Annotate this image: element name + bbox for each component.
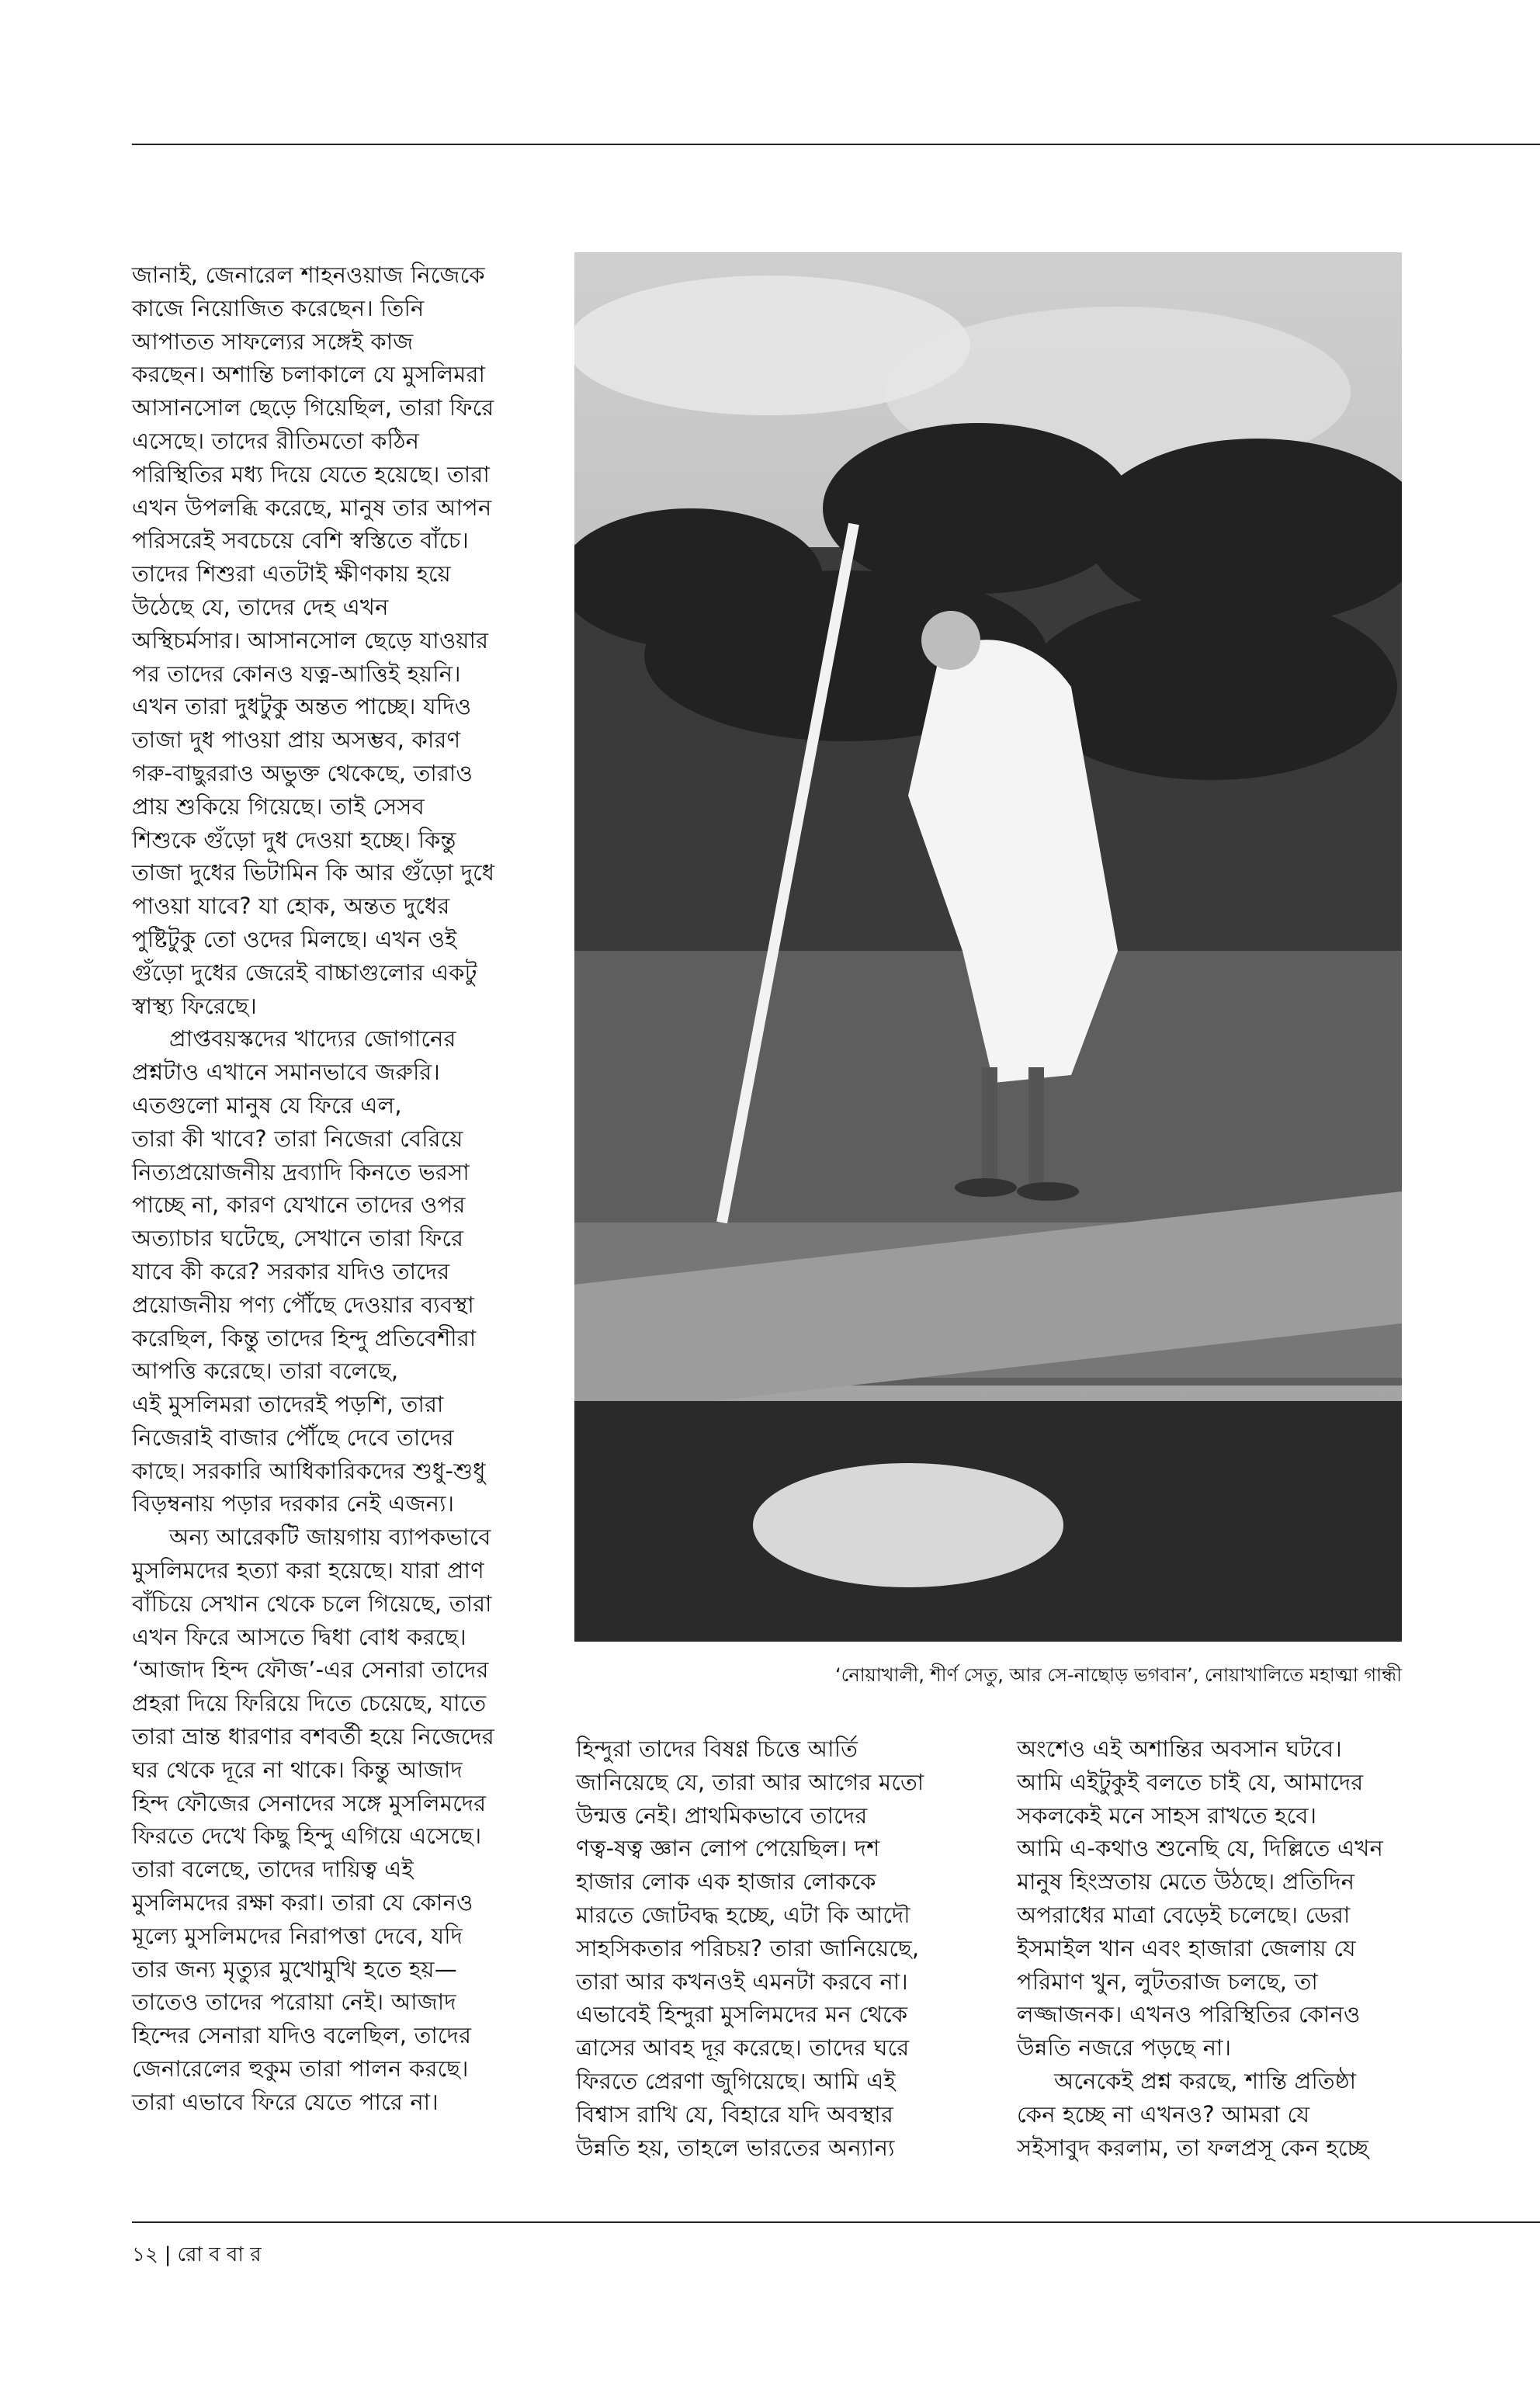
text-line: ফিরতে দেখে কিছু হিন্দু এগিয়ে এসেছে। [132, 1822, 482, 1850]
text-line: তাদের শিশুরা এতটাই ক্ষীণকায় হয়ে [132, 560, 451, 588]
text-line: ফিরতে প্রেরণা জুগিয়েছে। আমি এই [576, 2067, 896, 2094]
text-line: আপাতত সাফল্যের সঙ্গেই কাজ [132, 328, 414, 355]
footer-separator: | [164, 2243, 172, 2266]
text-line: প্রায় শুকিয়ে গিয়েছে। তাই সেসব [132, 792, 425, 820]
text-line: বিড়ম্বনায় পড়ার দরকার নেই এজন্য। [132, 1490, 455, 1517]
text-line: হিন্দুরা তাদের বিষণ্ণ চিত্তে আর্তি [576, 1736, 858, 1762]
text-line: তাজা দুধের ভিটামিন কি আর গুঁড়ো দুধে [132, 859, 495, 886]
text-line: পরিমাণ খুন, লুটতরাজ চলছে, তা [1017, 1968, 1318, 1995]
text-line: নিত্যপ্রয়োজনীয় দ্রব্যাদি কিনতে ভরসা [132, 1158, 470, 1185]
text-line: ইসমাইল খান এবং হাজারা জেলায় যে [1017, 1934, 1356, 1961]
text-line: এসেছে। তাদের রীতিমতো কঠিন [132, 427, 420, 454]
text-line: মুসলিমদের রক্ষা করা। তারা যে কোনও [132, 1889, 473, 1916]
text-line: তাজা দুধ পাওয়া প্রায় অসম্ভব, কারণ [132, 727, 461, 754]
text-line: করেছিল, কিন্তু তাদের হিন্দু প্রতিবেশীরা [132, 1324, 477, 1351]
text-line: এখন তারা দুধটুকু অন্তত পাচ্ছে। যদিও [132, 693, 472, 720]
text-line: কাজে নিয়োজিত করেছেন। তিনি [132, 294, 425, 321]
text-line: তারা ভ্রান্ত ধারণার বশবর্তী হয়ে নিজেদের [132, 1723, 494, 1750]
text-line: বাঁচিয়ে সেখান থেকে চলে গিয়েছে, তারা [132, 1590, 492, 1617]
text-line: প্রয়োজনীয় পণ্য পৌঁছে দেওয়ার ব্যবস্থা [132, 1291, 474, 1318]
text-line: আপত্তি করেছে। তারা বলেছে, [132, 1358, 399, 1385]
text-line: অন্য আরেকটি জায়গায় ব্যাপকভাবে [169, 1524, 491, 1551]
text-line: এখন ফিরে আসতে দ্বিধা বোধ করছে। [132, 1623, 467, 1650]
text-line: উন্মত্ত নেই। প্রাথমিকভাবে তাদের [576, 1802, 868, 1829]
text-line: ত্রাসের আবহ দূর করেছে। তাদের ঘরে [576, 2034, 910, 2062]
text-line: তারা আর কখনওই এমনটা করবে না। [576, 1968, 908, 1995]
text-line: হিন্দের সেনারা যদিও বলেছিল, তাদের [132, 2022, 472, 2049]
text-line: পরিসরেই সবচেয়ে বেশি স্বস্তিতে বাঁচে। [132, 527, 469, 554]
article-column-middle [576, 1732, 995, 2164]
text-line: লজ্জাজনক। এখনও পরিস্থিতির কোনও [1017, 2001, 1361, 2028]
text-line: পুষ্টিটুকু তো ওদের মিলছে। এখন ওই [132, 925, 457, 952]
text-line: অপরাধের মাত্রা বেড়েই চলেছে। ডেরা [1017, 1901, 1351, 1928]
text-line: জানিয়েছে যে, তারা আর আগের মতো [576, 1768, 924, 1795]
text-line: মানুষ হিংস্রতায় মেতে উঠছে। প্রতিদিন [1017, 1868, 1355, 1895]
text-line: করছেন। অশান্তি চলাকালে যে মুসলিমরা [132, 361, 486, 388]
text-line: গরু-বাছুররাও অভুক্ত থেকেছে, তারাও [132, 759, 473, 786]
text-line: অত্যাচার ঘটেছে, সেখানে তারা ফিরে [132, 1225, 464, 1252]
text-line: উন্নতি নজরে পড়ছে না। [1017, 2034, 1232, 2062]
text-line: এভাবেই হিন্দুরা মুসলিমদের মন থেকে [576, 2001, 908, 2028]
text-line: তারা কী খাবে? তারা নিজেরা বেরিয়ে [132, 1125, 463, 1152]
text-line: আমি এ-কথাও শুনেছি যে, দিল্লিতে এখন [1017, 1835, 1384, 1862]
text-line: ঘর থেকে দূরে না থাকে। কিন্তু আজাদ [132, 1756, 463, 1783]
text-line: আসানসোল ছেড়ে গিয়েছিল, তারা ফিরে [132, 394, 494, 421]
text-line: তারা এভাবে ফিরে যেতে পারে না। [132, 2088, 439, 2115]
gandhi-photo [574, 252, 1402, 1642]
text-line: প্রহরা দিয়ে ফিরিয়ে দিতে চেয়েছে, যাতে [132, 1690, 487, 1717]
text-line: সইসাবুদ করলাম, তা ফলপ্রসূ কেন হচ্ছে [1017, 2134, 1369, 2161]
text-line: প্রাপ্তবয়স্কদের খাদ্যের জোগানের [169, 1025, 456, 1053]
text-line: মূল্যে মুসলিমদের নিরাপত্তা দেবে, যদি [132, 1922, 463, 1949]
text-line: গুঁড়ো দুধের জেরেই বাচ্চাগুলোর একটু [132, 959, 477, 986]
photo-illustration [574, 252, 1402, 1642]
text-line: মারতে জোটবদ্ধ হচ্ছে, এটা কি আদৌ [576, 1901, 910, 1928]
text-line: অংশেও এই অশান্তির অবসান ঘটবে। [1017, 1736, 1342, 1762]
text-line: শিশুকে গুঁড়ো দুধ দেওয়া হচ্ছে। কিন্তু [132, 826, 456, 853]
text-line: পাওয়া যাবে? যা হোক, অন্তত দুধের [132, 893, 450, 920]
text-line: নিজেরাই বাজার পৌঁছে দেবে তাদের [132, 1424, 454, 1451]
text-line: উন্নতি হয়, তাহলে ভারতের অন্যান্য [576, 2134, 895, 2161]
text-line: পর তাদের কোনও যত্ন-আত্তিই হয়নি। [132, 660, 461, 687]
text-line: অস্থিচর্মসার। আসানসোল ছেড়ে যাওয়ার [132, 626, 489, 654]
publication-name: রো ব বা র [177, 2243, 262, 2266]
text-line: এতগুলো মানুষ যে ফিরে এল, [132, 1091, 402, 1118]
text-line: সকলকেই মনে সাহস রাখতে হবে। [1017, 1802, 1317, 1829]
text-line: তারা বলেছে, তাদের দায়িত্ব এই [132, 1856, 414, 1883]
text-line: জানাই, জেনারেল শাহনওয়াজ নিজেকে [132, 262, 485, 288]
text-line: তাতেও তাদের পরোয়া নেই। আজাদ [132, 1989, 456, 2016]
text-line: ‘আজাদ হিন্দ ফৌজ’-এর সেনারা তাদের [132, 1656, 489, 1684]
text-line: তার জন্য মৃত্যুর মুখোমুখি হতে হয়— [132, 1955, 457, 1982]
text-line: অনেকেই প্রশ্ন করছে, শান্তি প্রতিষ্ঠা [1054, 2067, 1357, 2094]
page-number: ১২ [132, 2243, 158, 2266]
text-line: এখন উপলব্ধি করেছে, মানুষ তার আপন [132, 494, 492, 521]
text-line: আমি এইটুকুই বলতে চাই যে, আমাদের [1017, 1768, 1364, 1795]
page-footer [132, 2239, 262, 2273]
top-rule [132, 144, 1540, 145]
text-line: হিন্দ ফৌজের সেনাদের সঙ্গে মুসলিমদের [132, 1789, 487, 1816]
text-line: জেনারেলের হুকুম তারা পালন করছে। [132, 2055, 469, 2083]
text-line: পাচ্ছে না, কারণ যেখানে তাদের ওপর [132, 1191, 466, 1219]
text-line: প্রশ্নটাও এখানে সমানভাবে জরুরি। [132, 1059, 440, 1086]
article-column-left [132, 258, 567, 2119]
text-line: হাজার লোক এক হাজার লোককে [576, 1868, 876, 1895]
article-column-right [1017, 1732, 1420, 2164]
photo-caption: ‘নোয়াখালী, শীর্ণ সেতু, আর সে-নাছোড় ভগবান’, নোয়াখালিতে মহাত্মা গান্ধী [835, 1664, 1402, 1686]
footer-rule [132, 2221, 1540, 2223]
text-line: উঠেছে যে, তাদের দেহ এখন [132, 593, 389, 620]
text-line: স্বাস্থ্য ফিরেছে। [132, 992, 257, 1019]
text-line: পরিস্থিতির মধ্য দিয়ে যেতে হয়েছে। তারা [132, 460, 490, 487]
text-line: যাবে কী করে? সরকার যদিও তাদের [132, 1257, 450, 1285]
text-line: সাহসিকতার পরিচয়? তারা জানিয়েছে, [576, 1934, 920, 1961]
text-line: ণত্ব-ষত্ব জ্ঞান লোপ পেয়েছিল। দশ [576, 1835, 880, 1862]
text-line: এই মুসলিমরা তাদেরই পড়শি, তারা [132, 1391, 444, 1418]
text-line: কেন হচ্ছে না এখনও? আমরা যে [1017, 2100, 1310, 2128]
text-line: বিশ্বাস রাখি যে, বিহারে যদি অবস্থার [576, 2100, 893, 2128]
text-line: কাছে। সরকারি আধিকারিকদের শুধু-শুধু [132, 1457, 486, 1484]
text-line: মুসলিমদের হত্যা করা হয়েছে। যারা প্রাণ [132, 1557, 484, 1584]
